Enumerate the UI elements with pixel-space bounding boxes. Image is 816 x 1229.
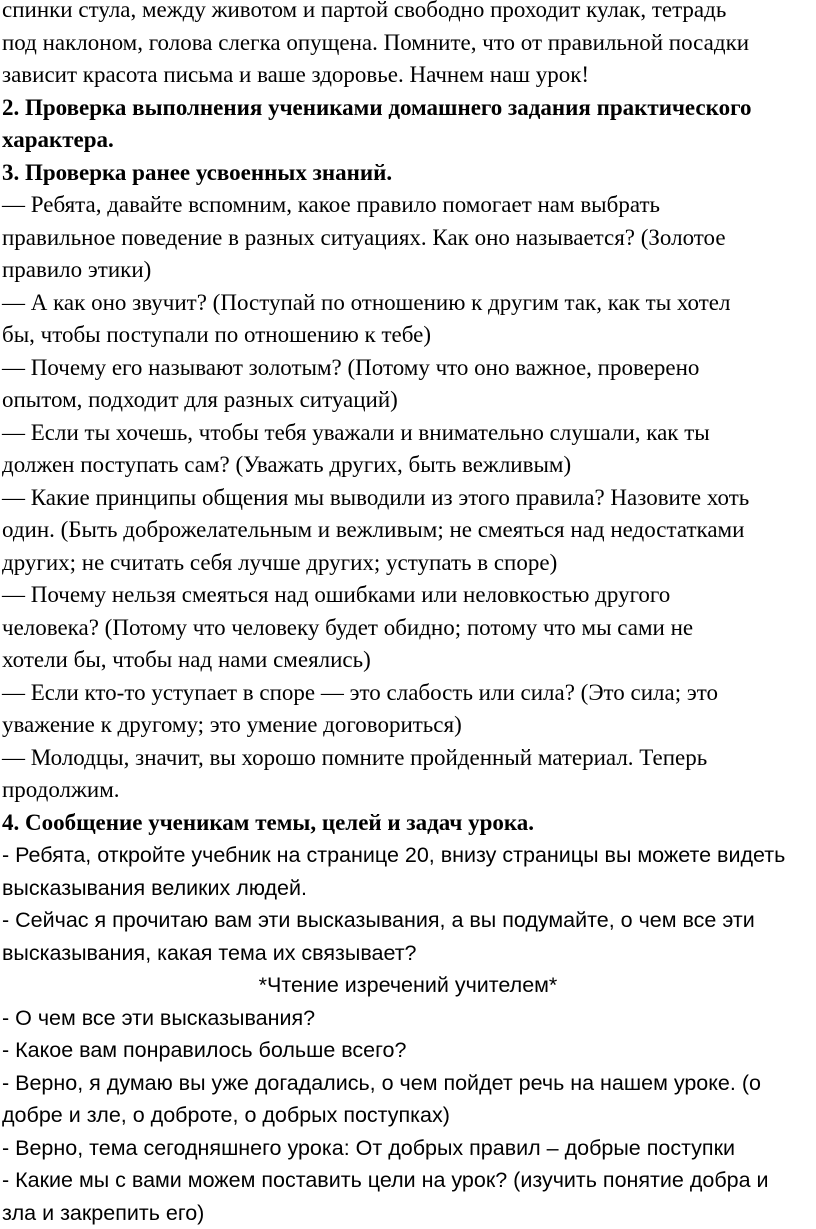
dialogue-line: других; не считать себя лучше других; уступать в споре) bbox=[2, 549, 558, 575]
dialogue-line: высказывания великих людей. bbox=[2, 875, 307, 900]
dialogue-line: — Почему его называют золотым? (Потому что оно важное, проверено bbox=[2, 354, 700, 380]
dialogue-line: правильное поведение в разных ситуациях. Как оно называется? (Золотое bbox=[2, 224, 726, 250]
dialogue-line: опытом, подходит для разных ситуаций) bbox=[2, 387, 398, 412]
section-heading: характера. bbox=[2, 127, 114, 152]
dialogue-line: один. (Быть доброжелательным и вежливым; не смеяться над недостатками bbox=[2, 517, 745, 542]
section-heading: 2. Проверка выполнения учениками домашнего задания практического bbox=[2, 94, 752, 120]
paragraph-line: спинки стула, между животом и партой свободно проходит кулак, тетрадь bbox=[2, 0, 727, 22]
dialogue-line: высказывания, какая тема их связывает? bbox=[2, 940, 417, 965]
dialogue-line: уважение к другому; это умение договориться) bbox=[2, 712, 462, 737]
dialogue-line: — Почему нельзя смеяться над ошибками или неловкостью другого bbox=[2, 582, 671, 607]
dialogue-line: бы, чтобы поступали по отношению к тебе) bbox=[2, 322, 432, 347]
dialogue-line: зла и закрепить его) bbox=[2, 1200, 205, 1225]
dialogue-line: - Верно, тема сегодняшнего урока: От добрых правил – добрые поступки bbox=[2, 1135, 735, 1160]
dialogue-line: — Молодцы, значит, вы хорошо помните пройденный материал. Теперь bbox=[2, 744, 708, 770]
dialogue-line: человека? (Потому что человеку будет обидно; потому что мы сами не bbox=[2, 614, 694, 640]
dialogue-line: - Какое вам понравилось больше всего? bbox=[2, 1038, 407, 1062]
dialogue-line: - О чем все эти высказывания? bbox=[2, 1005, 316, 1030]
dialogue-line: — Если ты хочешь, чтобы тебя уважали и внимательно слушали, как ты bbox=[2, 419, 710, 445]
dialogue-line: продолжим. bbox=[2, 777, 120, 802]
paragraph-line: под наклоном, голова слегка опущена. Помните, что от правильной посадки bbox=[2, 29, 750, 55]
dialogue-line: — А как оно звучит? (Поступай по отношению к другим так, как ты хотел bbox=[2, 289, 731, 315]
dialogue-line: добре и зле, о доброте, о добрых поступках) bbox=[2, 1103, 450, 1127]
dialogue-line: — Если кто-то уступает в споре — это слабость или сила? (Это сила; это bbox=[2, 679, 718, 705]
dialogue-line: - Ребята, откройте учебник на странице 20, внизу страницы вы можете видеть bbox=[2, 843, 786, 867]
section-heading: 3. Проверка ранее усвоенных знаний. bbox=[2, 159, 393, 185]
dialogue-line: — Какие принципы общения мы выводили из этого правила? Назовите хоть bbox=[2, 484, 750, 510]
dialogue-line: - Сейчас я прочитаю вам эти высказывания, а вы подумайте, о чем все эти bbox=[2, 908, 755, 932]
dialogue-line: должен поступать сам? (Уважать других, быть вежливым) bbox=[2, 452, 572, 477]
stage-direction: *Чтение изречений учителем* bbox=[258, 973, 558, 997]
dialogue-line: - Какие мы с вами можем поставить цели на урок? (изучить понятие добра и bbox=[2, 1168, 769, 1192]
dialogue-line: — Ребята, давайте вспомним, какое правило помогает нам выбрать bbox=[2, 192, 660, 217]
section-heading: 4. Сообщение ученикам темы, целей и задач урока. bbox=[2, 809, 535, 835]
dialogue-line: хотели бы, чтобы над нами смеялись) bbox=[2, 647, 371, 672]
paragraph-line: зависит красота письма и ваше здоровье. Начнем наш урок! bbox=[2, 62, 590, 87]
dialogue-line: правило этики) bbox=[2, 257, 152, 282]
dialogue-line: - Верно, я думаю вы уже догадались, о чем пойдет речь на нашем уроке. (о bbox=[2, 1070, 761, 1095]
